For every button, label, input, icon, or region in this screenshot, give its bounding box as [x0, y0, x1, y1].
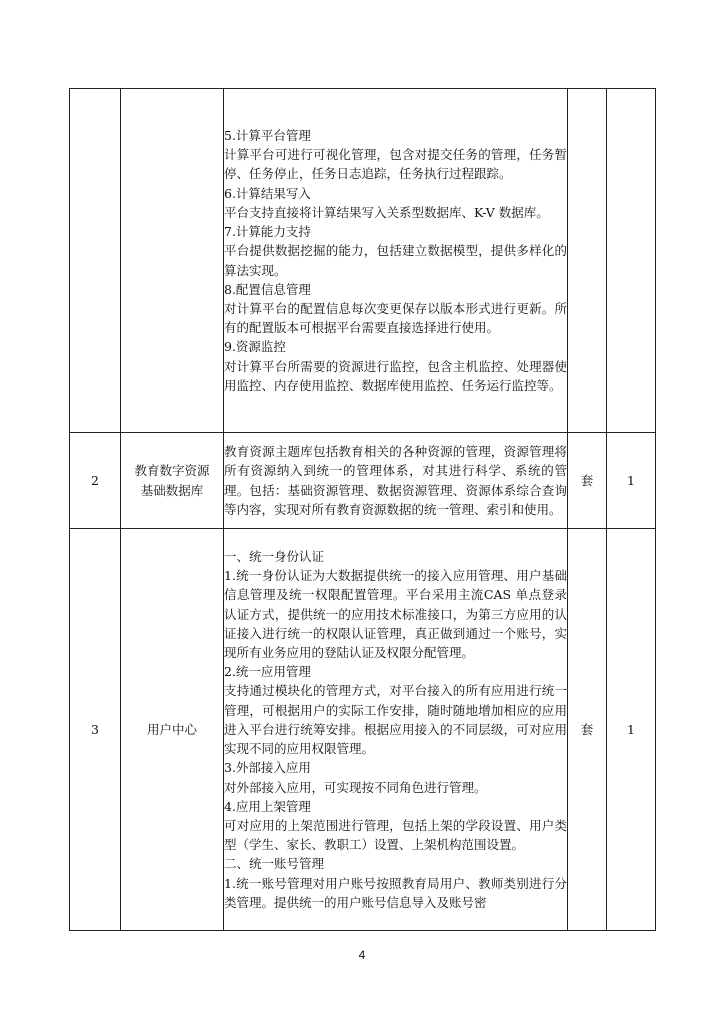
description-line: 2.统一应用管理	[224, 664, 311, 680]
quantity-cell	[607, 89, 656, 433]
description-line: 对外部接入应用，可实现按不同角色进行管理。	[224, 779, 487, 795]
description-line: 4.应用上架管理	[224, 798, 311, 814]
description-line: 7.计算能力支持	[224, 224, 311, 240]
spec-table	[69, 88, 656, 931]
table-row	[70, 529, 656, 931]
item-description-cell	[224, 529, 568, 931]
description-line: 教育资源主题库包括教育相关的各种资源的管理，资源管理将所有资源纳入到统一的管理体系，对其进行科学、系统的管理。包括：基础资源管理、数据资源管理、资源体系综合查询等内容，实现对所有教育资源数据的统一管理、索引和使用。	[224, 444, 567, 517]
description-line: 6.计算结果写入	[224, 185, 311, 201]
item-name-line: 用户中心	[146, 721, 197, 737]
description-line: 对计算平台所需要的资源进行监控，包含主机监控、处理器使用监控、内存使用监控、数据库使用监控、任务运行监控等。	[224, 358, 567, 393]
description-line: 计算平台可进行可视化管理，包含对提交任务的管理，任务暂停、任务停止，任务日志追踪，任务执行过程跟踪。	[224, 147, 567, 182]
description-line: 9.资源监控	[224, 339, 286, 355]
row-number-cell: 3	[70, 529, 121, 931]
description-line: 可对应用的上架范围进行管理，包括上架的学段设置、用户类型（学生、家长、教职工）设置、上架机构范围设置。	[224, 817, 567, 853]
table-row	[70, 89, 656, 433]
unit-cell	[568, 89, 607, 433]
item-description-cell	[224, 433, 568, 529]
item-name-cell	[121, 433, 224, 529]
quantity-cell: 1	[607, 529, 656, 931]
description-line: 二、统一账号管理	[224, 856, 325, 872]
description-line: 5.计算平台管理	[224, 128, 311, 144]
row-number-cell	[70, 89, 121, 433]
description-line: 8.配置信息管理	[224, 281, 311, 297]
unit-cell: 套	[568, 529, 607, 931]
description-line: 一、统一身份认证	[224, 549, 325, 565]
item-name-cell	[121, 89, 224, 433]
description-line: 支持通过模块化的管理方式，对平台接入的所有应用进行统一管理，可根据用户的实际工作安排，随时随地增加相应的应用进入平台进行统筹安排。根据应用接入的不同层级，可对应用实现不同的应用权限管理。	[224, 683, 567, 757]
row-number-cell: 2	[70, 433, 121, 529]
quantity-cell: 1	[607, 433, 656, 529]
item-name-line: 教育数字资源	[134, 463, 210, 479]
item-name-cell	[121, 529, 224, 931]
unit-cell: 套	[568, 433, 607, 529]
description-line: 1.统一身份认证为大数据提供统一的接入应用管理、用户基础信息管理及统一权限配置管理。平台采用主流CAS 单点登录认证方式，提供统一的应用技术标准接口，为第三方应用的认证接入进行统一的权限认证管理，真正做到通过一个账号，实现所有业务应用的登陆认证及权限分配管理。	[224, 568, 567, 661]
description-line: 平台支持直接将计算结果写入关系型数据库、K-V 数据库。	[224, 204, 549, 220]
page-number: 4	[358, 948, 366, 962]
description-line: 平台提供数据挖掘的能力，包括建立数据模型，提供多样化的算法实现。	[224, 243, 567, 278]
description-line: 3.外部接入应用	[224, 760, 311, 776]
item-name-line: 基础数据库	[140, 482, 204, 498]
item-description-cell	[224, 89, 568, 433]
description-line: 1.统一账号管理对用户账号按照教育局用户、教师类别进行分类管理。提供统一的用户账号信息导入及账号密	[224, 875, 567, 910]
table-row	[70, 433, 656, 529]
description-line: 对计算平台的配置信息每次变更保存以版本形式进行更新。所有的配置版本可根据平台需要直接选择进行使用。	[224, 300, 567, 336]
